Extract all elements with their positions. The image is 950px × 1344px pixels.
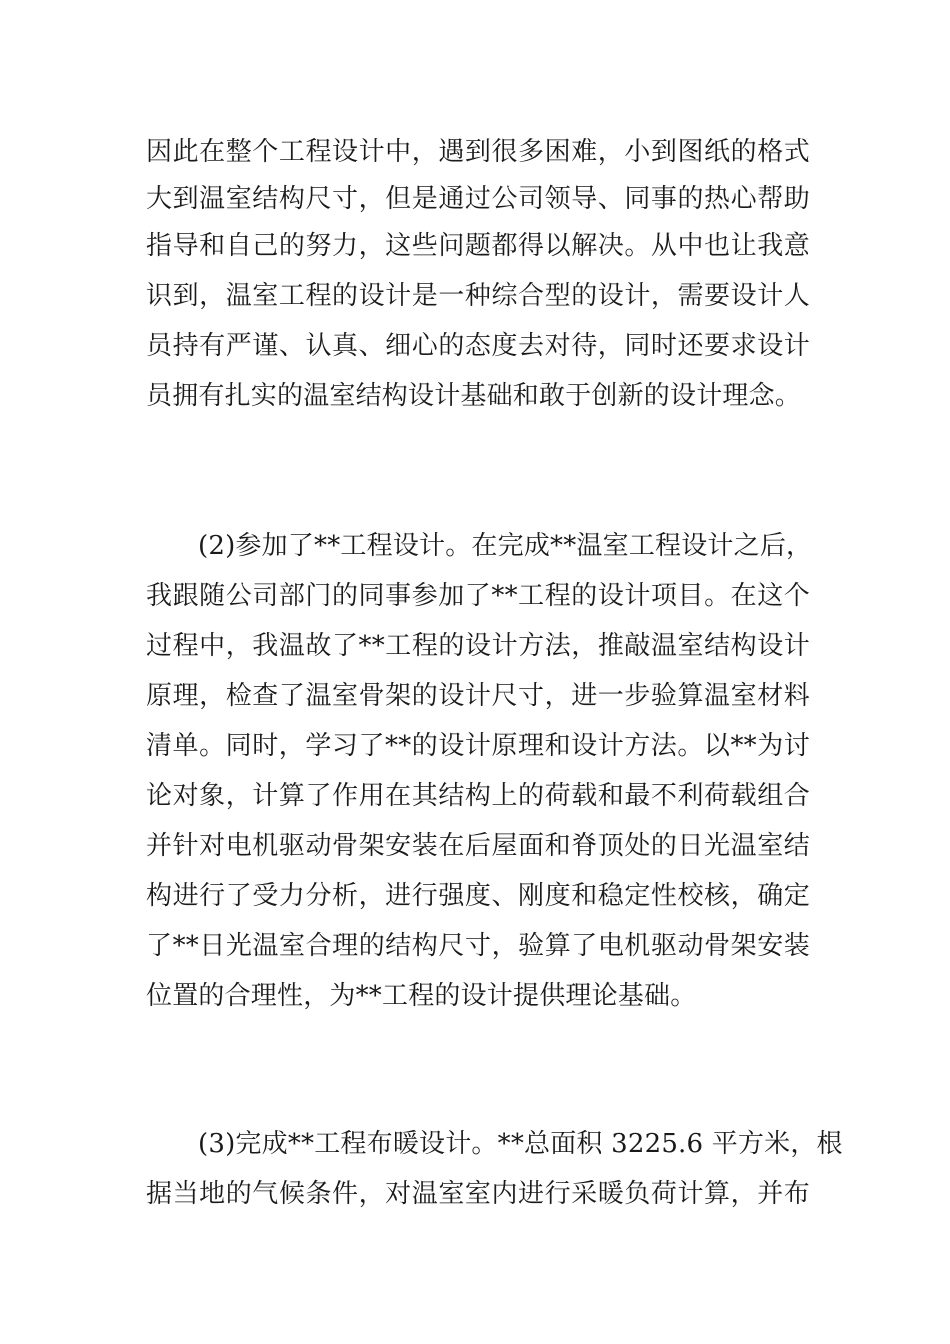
paragraph-1-line-1: 因此在整个工程设计中，遇到很多困难，小到图纸的格式 xyxy=(146,137,810,167)
paragraph-2-line-7: 并针对电机驱动骨架安装在后屋面和脊顶处的日光温室结 xyxy=(146,831,810,861)
paragraph-2-line-3: 过程中，我温故了**工程的设计方法，推敲温室结构设计 xyxy=(146,631,810,661)
paragraph-1-line-6: 员拥有扎实的温室结构设计基础和敢于创新的设计理念。 xyxy=(146,381,802,411)
paragraph-3-line-2: 据当地的气候条件，对温室室内进行采暖负荷计算，并布 xyxy=(146,1179,810,1209)
paragraph-2-line-6: 论对象，计算了作用在其结构上的荷载和最不利荷载组合 xyxy=(146,781,810,811)
paragraph-1-line-3: 指导和自己的努力，这些问题都得以解决。从中也让我意 xyxy=(146,231,810,261)
paragraph-2-line-9: 了**日光温室合理的结构尺寸，验算了电机驱动骨架安装 xyxy=(146,931,810,961)
paragraph-1-line-2: 大到温室结构尺寸，但是通过公司领导、同事的热心帮助 xyxy=(146,184,810,214)
paragraph-2-line-4: 原理，检查了温室骨架的设计尺寸，进一步验算温室材料 xyxy=(146,681,810,711)
paragraph-2-line-2: 我跟随公司部门的同事参加了**工程的设计项目。在这个 xyxy=(146,581,810,611)
paragraph-2-line-1: (2)参加了**工程设计。在完成**温室工程设计之后， xyxy=(198,531,813,561)
paragraph-2-line-8: 构进行了受力分析，进行强度、刚度和稳定性校核，确定 xyxy=(146,881,810,911)
paragraph-1-line-4: 识到，温室工程的设计是一种综合型的设计，需要设计人 xyxy=(146,281,810,311)
paragraph-1-line-5: 员持有严谨、认真、细心的态度去对待，同时还要求设计 xyxy=(146,331,810,361)
paragraph-2-line-10: 位置的合理性，为**工程的设计提供理论基础。 xyxy=(146,981,697,1011)
paragraph-3-line-1: (3)完成**工程布暖设计。**总面积 3225.6 平方米，根 xyxy=(198,1129,843,1159)
paragraph-2-line-5: 清单。同时，学习了**的设计原理和设计方法。以**为讨 xyxy=(146,731,810,761)
